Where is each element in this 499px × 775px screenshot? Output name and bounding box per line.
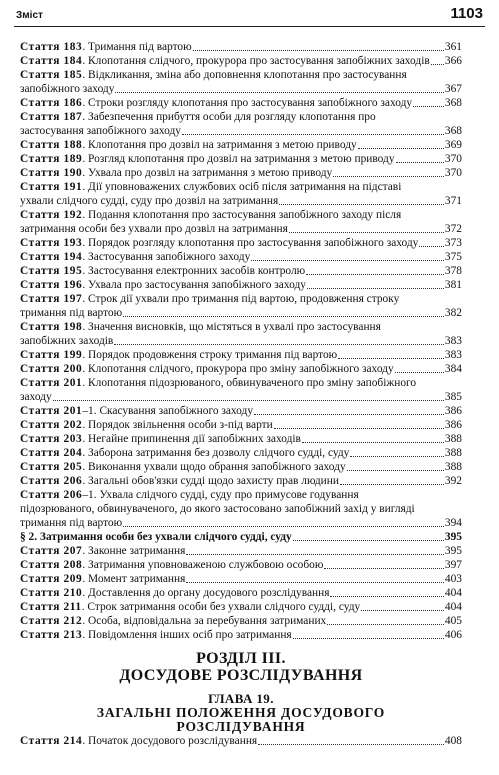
toc-entry [20, 292, 462, 320]
article-number: Стаття 191 [20, 181, 83, 193]
article-number: Стаття 199 [20, 349, 83, 361]
page-ref: 383 [444, 349, 462, 361]
dot-leader [347, 470, 444, 471]
entry-last-line [20, 614, 462, 628]
entry-title: . Загальні обов'язки судді щодо захисту прав людини [82, 475, 339, 487]
entry-text [20, 734, 257, 748]
toc-entry [20, 40, 462, 54]
entry-line [20, 320, 462, 334]
toc-entry [20, 628, 462, 642]
part-heading-line: РОЗДІЛ ІІІ. [196, 650, 286, 667]
page-ref: 370 [444, 153, 462, 165]
entry-text [20, 418, 273, 432]
entry-text [20, 432, 301, 446]
entry-line [20, 180, 462, 194]
entry-line [20, 208, 462, 222]
entry-last-line [20, 530, 462, 544]
article-number: Стаття 212 [20, 615, 83, 627]
entry-title: . Тримання під вартою [82, 41, 192, 53]
toc-entry [20, 320, 462, 348]
toc-entry [20, 166, 462, 180]
toc-entry [20, 376, 462, 404]
toc-entry [20, 586, 462, 600]
entry-text [20, 558, 323, 572]
entry-text [20, 194, 278, 208]
part-heading [20, 650, 462, 684]
entry-text [20, 40, 192, 54]
entry-last-line [20, 264, 462, 278]
toc-entry [20, 600, 462, 614]
entry-last-line [20, 334, 462, 348]
article-number: Стаття 195 [20, 265, 83, 277]
page-ref: 361 [444, 41, 462, 53]
entry-last-line [20, 278, 462, 292]
article-number: Стаття 213 [20, 629, 83, 641]
article-number: Стаття 207 [20, 545, 83, 557]
entry-title: § 2. Затримання особи без ухвали слідчого судді, суду [20, 531, 292, 543]
dot-leader [115, 92, 443, 93]
entry-last-line [20, 404, 462, 418]
toc-entry [20, 446, 462, 460]
table-of-contents [20, 40, 462, 748]
entry-title: запобіжного заходу [20, 83, 115, 95]
page-ref: 385 [444, 391, 462, 403]
page-ref: 395 [444, 545, 462, 557]
entry-title: . Порядок розгляду клопотання про застосування запобіжного заходу [82, 237, 419, 249]
section-title: Зміст [16, 10, 43, 21]
entry-last-line [20, 152, 462, 166]
chapter-title-line: ЗАГАЛЬНІ ПОЛОЖЕННЯ ДОСУДОВОГО [96, 705, 386, 720]
entry-title: . Ухвала про застосування запобіжного заходу [82, 279, 306, 291]
entry-last-line [20, 124, 462, 138]
entry-last-line [20, 222, 462, 236]
toc-entry [20, 432, 462, 446]
toc-entry [20, 362, 462, 376]
page-ref: 392 [444, 475, 462, 487]
entry-last-line [20, 236, 462, 250]
entry-text [20, 306, 122, 320]
dot-leader [274, 428, 444, 429]
toc-final-entry [20, 734, 462, 748]
article-number: Стаття 198 [20, 321, 83, 333]
entry-last-line [20, 96, 462, 110]
dot-leader [338, 358, 444, 359]
page-ref: 383 [444, 335, 462, 347]
dot-leader [186, 582, 444, 583]
dot-leader [302, 442, 444, 443]
toc-entry [20, 474, 462, 488]
dot-leader [361, 610, 444, 611]
dot-leader [123, 316, 444, 317]
entry-text: . Значення висновків, що містяться в ухвалі про застосування [82, 321, 381, 333]
chapter-title [20, 706, 462, 734]
article-number: Стаття 190 [20, 167, 83, 179]
toc-entry [20, 152, 462, 166]
article-number: Стаття 204 [20, 447, 83, 459]
entry-last-line [20, 82, 462, 96]
entry-last-line [20, 544, 462, 558]
entry-title: . Ухвала про дозвіл на затримання з метою приводу [82, 167, 333, 179]
entry-title: запобіжних заходів [20, 335, 114, 347]
entry-title: . Заборона затримання без дозволу слідчого судді, суду [82, 447, 350, 459]
dot-leader [193, 50, 444, 51]
entry-title: тримання під вартою [20, 517, 123, 529]
entry-title: . Затримання уповноваженою службовою особою [82, 559, 324, 571]
entry-text [20, 278, 306, 292]
entry-text: . Забезпечення прибуття особи для розгляду клопотання про [82, 111, 376, 123]
entry-last-line [20, 194, 462, 208]
page-ref: 368 [444, 125, 462, 137]
article-number: Стаття 203 [20, 433, 83, 445]
entry-text: . Відкликання, зміна або доповнення клопотання про застосування [82, 69, 407, 81]
article-number: Стаття 208 [20, 559, 83, 571]
entry-line [20, 488, 462, 502]
entry-text: . Клопотання підозрюваного, обвинуваченого про зміну запобіжного [82, 377, 417, 389]
toc-entry [20, 68, 462, 96]
entry-text [20, 166, 332, 180]
page-ref: 378 [444, 265, 462, 277]
entry-title: . Виконання ухвали щодо обрання запобіжного заходу [82, 461, 346, 473]
article-number: Стаття 200 [20, 363, 83, 375]
entry-title: –1. Скасування запобіжного заходу [82, 405, 254, 417]
dot-leader [330, 596, 443, 597]
entry-title: тримання під вартою [20, 307, 123, 319]
dot-leader [306, 274, 444, 275]
entry-text [20, 96, 412, 110]
page-ref: 406 [444, 629, 462, 641]
entry-title: . Клопотання слідчого, прокурора про зміну запобіжного заходу [82, 363, 394, 375]
page-ref: 381 [444, 279, 462, 291]
entry-title: . Застосування запобіжного заходу [82, 251, 251, 263]
toc-entry [20, 734, 462, 748]
entry-title: . Повідомлення інших осіб про затримання [82, 629, 292, 641]
article-number: Стаття 192 [20, 209, 83, 221]
page-ref: 394 [444, 517, 462, 529]
page-ref: 386 [444, 405, 462, 417]
entry-last-line [20, 362, 462, 376]
entry-title: . Початок досудового розслідування [82, 735, 258, 747]
entry-last-line [20, 250, 462, 264]
entry-text [20, 264, 305, 278]
entry-last-line [20, 572, 462, 586]
dot-leader [293, 540, 444, 541]
dot-leader [358, 148, 444, 149]
dot-leader [258, 744, 444, 745]
toc-entry [20, 558, 462, 572]
entry-text [20, 362, 394, 376]
entry-title: затримання особи без ухвали про дозвіл на затримання [20, 223, 288, 235]
dot-leader [350, 456, 444, 457]
toc-entry [20, 278, 462, 292]
entry-line [20, 110, 462, 124]
dot-leader [293, 638, 444, 639]
article-number: Стаття 210 [20, 587, 83, 599]
dot-leader [340, 484, 444, 485]
entry-text [20, 54, 430, 68]
page-ref: 375 [444, 251, 462, 263]
entry-last-line [20, 558, 462, 572]
entry-last-line [20, 40, 462, 54]
article-number: Стаття 183 [20, 41, 83, 53]
dot-leader [251, 260, 444, 261]
entry-title: . Доставлення до органу досудового розслідування [82, 587, 330, 599]
entry-text [20, 390, 52, 404]
toc-entry [20, 236, 462, 250]
entry-title: . Особа, відповідальна за перебування затриманих [82, 615, 327, 627]
page-ref: 371 [444, 195, 462, 207]
dot-leader [324, 568, 444, 569]
article-number: Стаття 194 [20, 251, 83, 263]
page-ref: 370 [444, 167, 462, 179]
entry-last-line [20, 306, 462, 320]
entry-last-line [20, 54, 462, 68]
entry-text: . Подання клопотання про застосування запобіжного заходу після [82, 209, 402, 221]
entry-title: . Строк затримання особи без ухвали слідчого судді, суду [81, 601, 361, 613]
dot-leader [307, 288, 444, 289]
article-number: Стаття 189 [20, 153, 83, 165]
page-ref: 388 [444, 447, 462, 459]
toc-entry [20, 614, 462, 628]
entry-line [20, 502, 462, 516]
dot-leader [114, 344, 444, 345]
entry-title: . Клопотання про дозвіл на затримання з метою приводу [82, 139, 357, 151]
entry-text [20, 222, 288, 236]
page-ref: 405 [444, 615, 462, 627]
toc-entries [20, 40, 462, 642]
page-ref: 366 [444, 55, 462, 67]
entry-text [20, 600, 360, 614]
page-ref: 373 [444, 237, 462, 249]
entry-title: ухвали слідчого судді, суду про дозвіл на затримання [20, 195, 279, 207]
entry-last-line [20, 600, 462, 614]
entry-last-line [20, 390, 462, 404]
dot-leader [279, 204, 444, 205]
article-number: Стаття 184 [20, 55, 83, 67]
article-number: Стаття 196 [20, 279, 83, 291]
entry-title: . Строки розгляду клопотання про застосування запобіжного заходу [82, 97, 413, 109]
entry-text [20, 82, 114, 96]
page-ref: 368 [444, 97, 462, 109]
toc-entry [20, 488, 462, 530]
toc-entry [20, 404, 462, 418]
entry-last-line [20, 348, 462, 362]
page-ref: 408 [444, 735, 462, 747]
dot-leader [186, 554, 444, 555]
entry-title: . Розгляд клопотання про дозвіл на затримання з метою приводу [82, 153, 395, 165]
entry-text [20, 474, 339, 488]
page-ref: 403 [444, 573, 462, 585]
entry-text: –1. Ухвала слідчого судді, суду про примусове годування [82, 489, 359, 501]
toc-entry [20, 208, 462, 236]
toc-entry [20, 460, 462, 474]
article-number: Стаття 201 [20, 377, 83, 389]
page-ref: 382 [444, 307, 462, 319]
entry-last-line [20, 734, 462, 748]
page-ref: 367 [444, 83, 462, 95]
entry-last-line [20, 586, 462, 600]
dot-leader [289, 232, 444, 233]
entry-text [20, 572, 185, 586]
entry-title: . Момент затримання [82, 573, 186, 585]
dot-leader [413, 106, 444, 107]
entry-title: . Законне затримання [82, 545, 186, 557]
entry-last-line [20, 432, 462, 446]
entry-text [20, 586, 329, 600]
chapter-title-line: РОЗСЛІДУВАННЯ [176, 719, 306, 734]
page-ref: 369 [444, 139, 462, 151]
article-number: Стаття 206 [20, 489, 83, 501]
toc-entry [20, 54, 462, 68]
article-number: Стаття 201 [20, 405, 83, 417]
dot-leader [333, 176, 444, 177]
entry-line [20, 68, 462, 82]
page-ref: 388 [444, 433, 462, 445]
entry-text [20, 544, 185, 558]
page-ref: 404 [444, 601, 462, 613]
entry-text: . Строк дії ухвали про тримання під вартою, продовження строку [82, 293, 400, 305]
entry-text [20, 124, 181, 138]
page-ref: 388 [444, 461, 462, 473]
entry-last-line [20, 460, 462, 474]
entry-text: . Дії уповноважених службових осіб після затримання на підставі [82, 181, 402, 193]
page-number: 1103 [450, 5, 483, 22]
dot-leader [395, 372, 444, 373]
entry-title: . Застосування електронних засобів контролю [82, 265, 306, 277]
article-number: Стаття 214 [20, 735, 83, 747]
entry-title: застосування запобіжного заходу [20, 125, 182, 137]
running-header [14, 2, 485, 27]
entry-last-line [20, 138, 462, 152]
toc-entry [20, 418, 462, 432]
toc-entry [20, 138, 462, 152]
entry-last-line [20, 446, 462, 460]
dot-leader [254, 414, 444, 415]
chapter-heading: ГЛАВА 19. [208, 691, 274, 706]
entry-last-line [20, 418, 462, 432]
toc-entry [20, 110, 462, 138]
toc-entry [20, 264, 462, 278]
dot-leader [327, 624, 444, 625]
page-ref: 397 [444, 559, 462, 571]
entry-text [20, 236, 418, 250]
toc-entry [20, 572, 462, 586]
entry-text [20, 250, 250, 264]
entry-text [20, 530, 292, 544]
entry-title: . Негайне припинення дії запобіжних заходів [82, 433, 301, 445]
entry-title: заходу [20, 391, 52, 403]
article-number: Стаття 197 [20, 293, 83, 305]
article-number: Стаття 193 [20, 237, 83, 249]
article-number: Стаття 187 [20, 111, 83, 123]
page-ref: 395 [444, 531, 462, 543]
entry-text [20, 614, 326, 628]
entry-text [20, 516, 122, 530]
entry-last-line [20, 474, 462, 488]
toc-entry [20, 544, 462, 558]
article-number: Стаття 188 [20, 139, 83, 151]
dot-leader [123, 526, 444, 527]
page-ref: 386 [444, 419, 462, 431]
entry-last-line [20, 628, 462, 642]
dot-leader [419, 246, 444, 247]
page-ref: 404 [444, 587, 462, 599]
article-number: Стаття 202 [20, 419, 83, 431]
entry-line [20, 292, 462, 306]
entry-title: . Клопотання слідчого, прокурора про застосування запобіжних заходів [82, 55, 430, 67]
entry-title: . Порядок продовження строку тримання під вартою [82, 349, 338, 361]
page-ref: 372 [444, 223, 462, 235]
entry-line [20, 376, 462, 390]
dot-leader [182, 134, 444, 135]
toc-entry [20, 530, 462, 544]
entry-text [20, 404, 253, 418]
toc-entry [20, 96, 462, 110]
entry-last-line [20, 516, 462, 530]
entry-text: підозрюваного, обвинуваченого, до якого застосовано запобіжний захід у вигляді [20, 503, 415, 515]
dot-leader [53, 400, 444, 401]
entry-text [20, 628, 292, 642]
page-ref: 384 [444, 363, 462, 375]
entry-text [20, 138, 357, 152]
dot-leader [431, 64, 444, 65]
article-number: Стаття 206 [20, 475, 83, 487]
part-heading-line: ДОСУДОВЕ РОЗСЛІДУВАННЯ [119, 667, 363, 684]
entry-title: . Порядок звільнення особи з-під варти [82, 419, 273, 431]
toc-entry [20, 348, 462, 362]
entry-text [20, 334, 113, 348]
entry-text [20, 460, 346, 474]
article-number: Стаття 209 [20, 573, 83, 585]
entry-last-line [20, 166, 462, 180]
entry-text [20, 348, 337, 362]
entry-text [20, 152, 395, 166]
article-number: Стаття 186 [20, 97, 83, 109]
article-number: Стаття 205 [20, 461, 83, 473]
toc-entry [20, 180, 462, 208]
article-number: Стаття 211 [20, 601, 82, 613]
entry-text [20, 446, 349, 460]
article-number: Стаття 185 [20, 69, 83, 81]
dot-leader [396, 162, 444, 163]
toc-entry [20, 250, 462, 264]
